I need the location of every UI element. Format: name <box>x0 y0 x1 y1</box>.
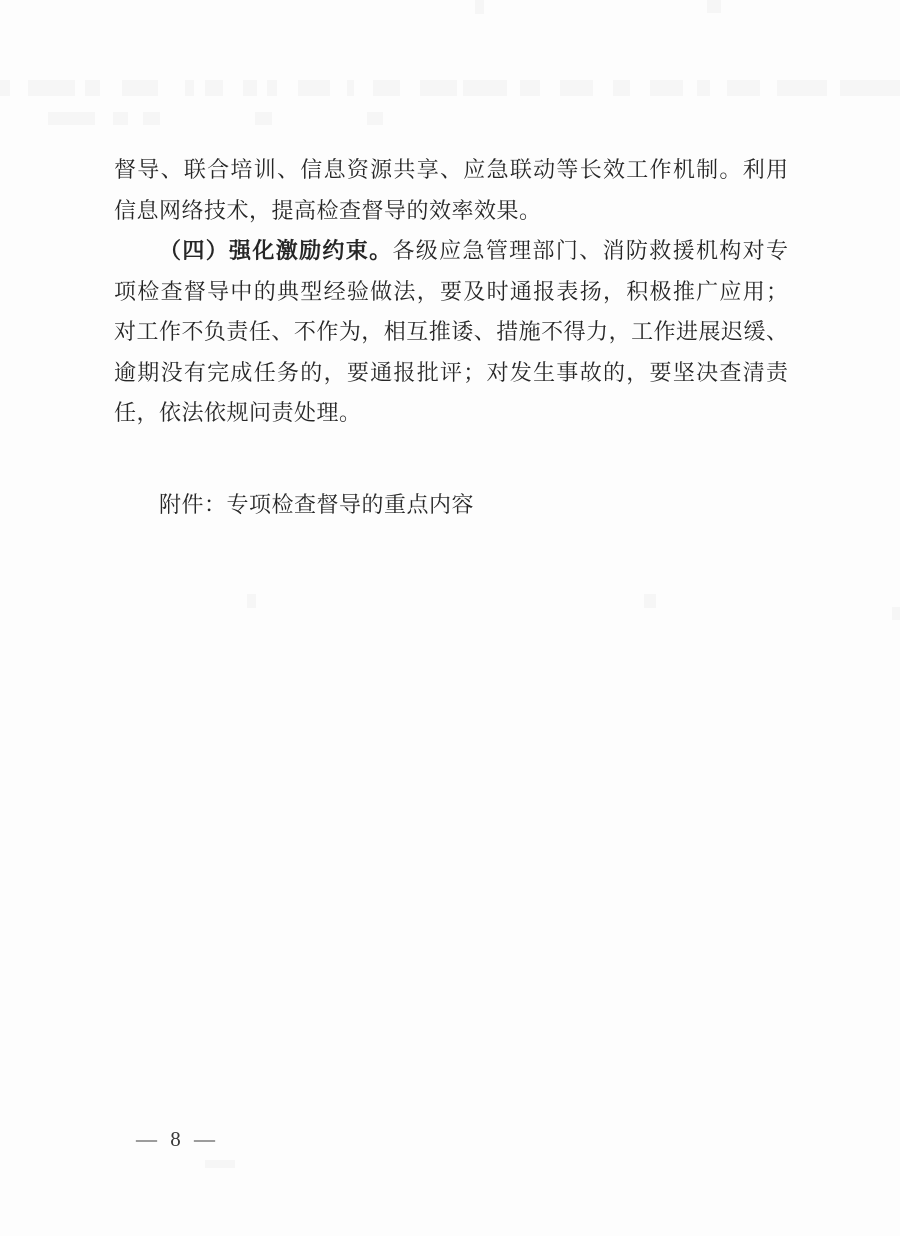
bleed-through-mark <box>85 80 100 96</box>
bleed-through-mark <box>613 80 630 96</box>
bleed-through-mark <box>420 80 457 96</box>
bleed-through-mark <box>727 80 760 96</box>
page-number: — 8 — <box>136 1127 219 1151</box>
bleed-through-mark <box>644 594 656 608</box>
bleed-through-mark <box>205 80 223 96</box>
bleed-through-mark <box>892 607 900 620</box>
bleed-through-mark <box>475 0 484 14</box>
bleed-through-mark <box>0 80 10 96</box>
bleed-through-mark <box>650 80 683 96</box>
bleed-through-mark <box>185 80 194 96</box>
bleed-through-mark <box>520 80 540 96</box>
bleed-through-mark <box>48 112 95 125</box>
bleed-through-mark <box>373 80 400 96</box>
attachment-note: 附件：专项检查督导的重点内容 <box>159 491 475 517</box>
bleed-through-mark <box>560 80 593 96</box>
body-text-line <box>114 231 788 272</box>
bleed-through-mark <box>243 80 257 96</box>
bleed-through-mark <box>697 80 710 96</box>
bleed-through-mark <box>707 0 721 13</box>
body-text-line: 督导、联合培训、信息资源共享、应急联动等长效工作机制。利用 <box>114 157 788 182</box>
body-text-line: 任，依法依规问责处理。 <box>114 400 362 425</box>
bleed-through-mark <box>255 112 272 125</box>
bleed-through-mark <box>777 80 827 96</box>
bleed-through-mark <box>367 112 383 125</box>
body-text: 各级应急管理部门、消防救援机构对专 <box>392 238 788 263</box>
body-text-line: 对工作不负责任、不作为，相互推诿、措施不得力，工作进展迟缓、 <box>114 319 788 344</box>
bleed-through-mark <box>298 80 330 96</box>
bleed-through-mark <box>28 80 75 96</box>
body-text-line: 项检查督导中的典型经验做法，要及时通报表扬，积极推广应用； <box>114 278 788 304</box>
bleed-through-mark <box>247 594 256 608</box>
document-body <box>114 150 788 525</box>
bleed-through-mark <box>267 80 277 96</box>
bleed-through-mark <box>143 112 160 125</box>
body-text-line: 逾期没有完成任务的，要通报批评；对发生事故的，要坚决查清责 <box>114 359 788 385</box>
bleed-through-mark <box>840 80 900 96</box>
bleed-through-mark <box>205 1160 235 1168</box>
bleed-through-mark <box>113 112 128 125</box>
body-text-line: 信息网络技术，提高检查督导的效率效果。 <box>114 197 542 223</box>
bleed-through-mark <box>463 80 507 96</box>
bleed-through-mark <box>347 80 354 96</box>
section-heading: （四）强化激励约束。 <box>159 238 393 263</box>
bleed-through-mark <box>122 80 158 96</box>
